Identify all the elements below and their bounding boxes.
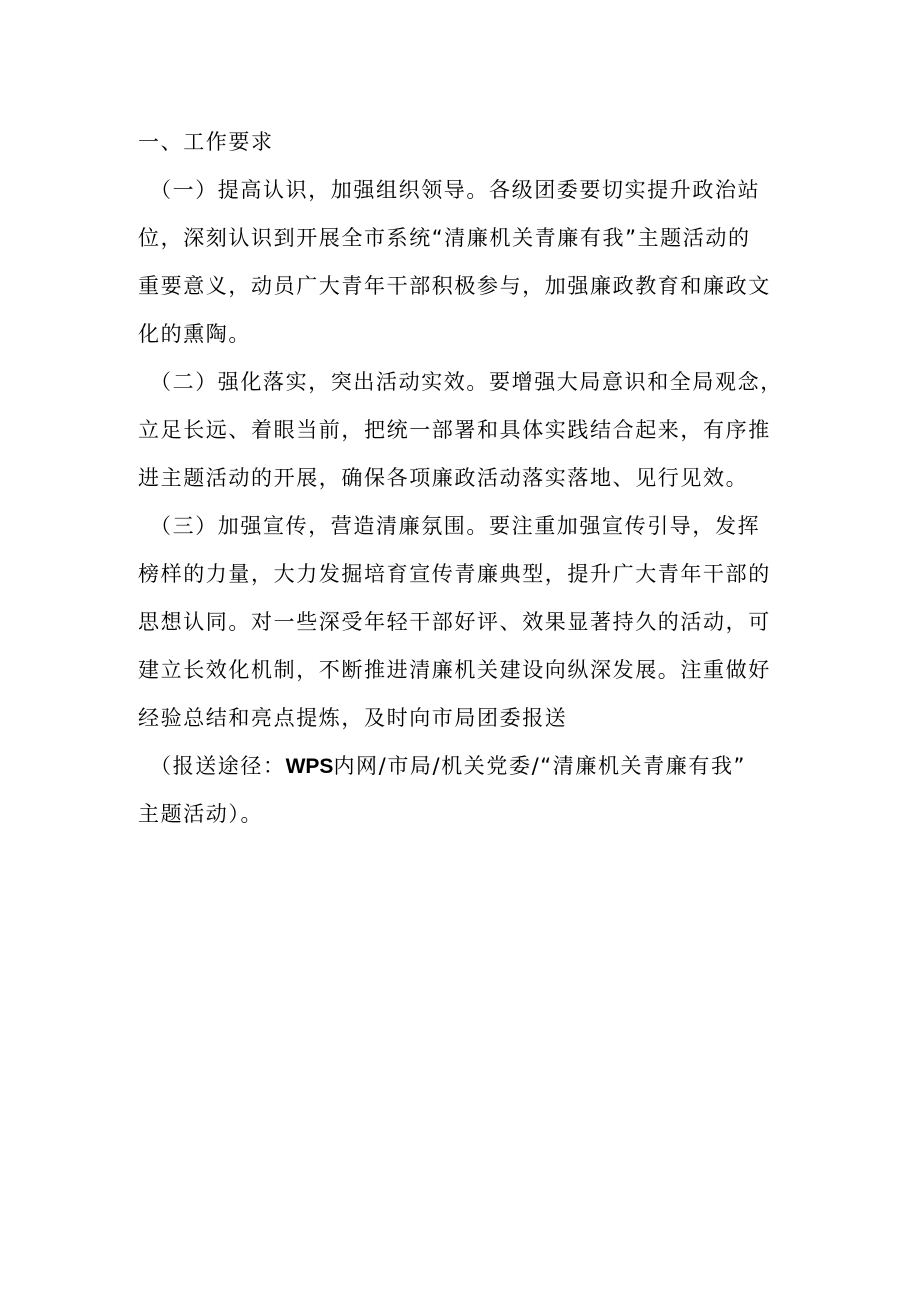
- paragraph-1: [138, 166, 788, 358]
- paragraph-line: （一）提高认识，加强组织领导。各级团委要切实提升政治站: [150, 178, 761, 202]
- paragraph-line: 榜样的力量，大力发掘培育宣传青廉典型，提升广大青年干部的: [138, 562, 771, 586]
- paragraph-2: [138, 358, 788, 502]
- paragraph-3: [138, 502, 788, 742]
- paragraph-line: 化的熏陶。: [138, 322, 251, 346]
- paragraph-line: 重要意义，动员广大青年干部积极参与，加强廉政教育和廉政文: [138, 274, 771, 298]
- paragraph-line: 位，深刻认识到开展全市系统“清廉机关青廉有我”主题活动的: [138, 226, 751, 250]
- paragraph-line: 建立长效化机制，不断推进清廉机关建设向纵深发展。注重做好: [138, 658, 771, 682]
- paragraph-line: 立足长远、着眼当前，把统一部署和具体实践结合起来，有序推: [138, 418, 771, 442]
- route-prefix: （报送途径：: [150, 754, 286, 778]
- route-suffix: 内网/市局/机关党委/“清廉机关青廉有我”: [333, 754, 747, 778]
- paragraph-line: （三）加强宣传，营造清廉氛围。要注重加强宣传引导，发挥: [150, 514, 761, 538]
- submission-route-line: [138, 742, 788, 790]
- submission-route: [138, 742, 788, 838]
- paragraph-line: 进主题活动的开展，确保各项廉政活动落实落地、见行见效。: [138, 466, 749, 490]
- paragraph-line: （二）强化落实，突出活动实效。要增强大局意识和全局观念，: [150, 370, 783, 394]
- section-heading: 一、工作要求: [138, 130, 274, 154]
- submission-route-line: 主题活动）。: [138, 802, 264, 826]
- route-brand: WPS: [285, 755, 334, 778]
- paragraph-line: 经验总结和亮点提炼，及时向市局团委报送: [138, 706, 568, 730]
- paragraph-line: 思想认同。对一些深受年轻干部好评、效果显著持久的活动，可: [138, 610, 771, 634]
- document-body: [138, 118, 788, 838]
